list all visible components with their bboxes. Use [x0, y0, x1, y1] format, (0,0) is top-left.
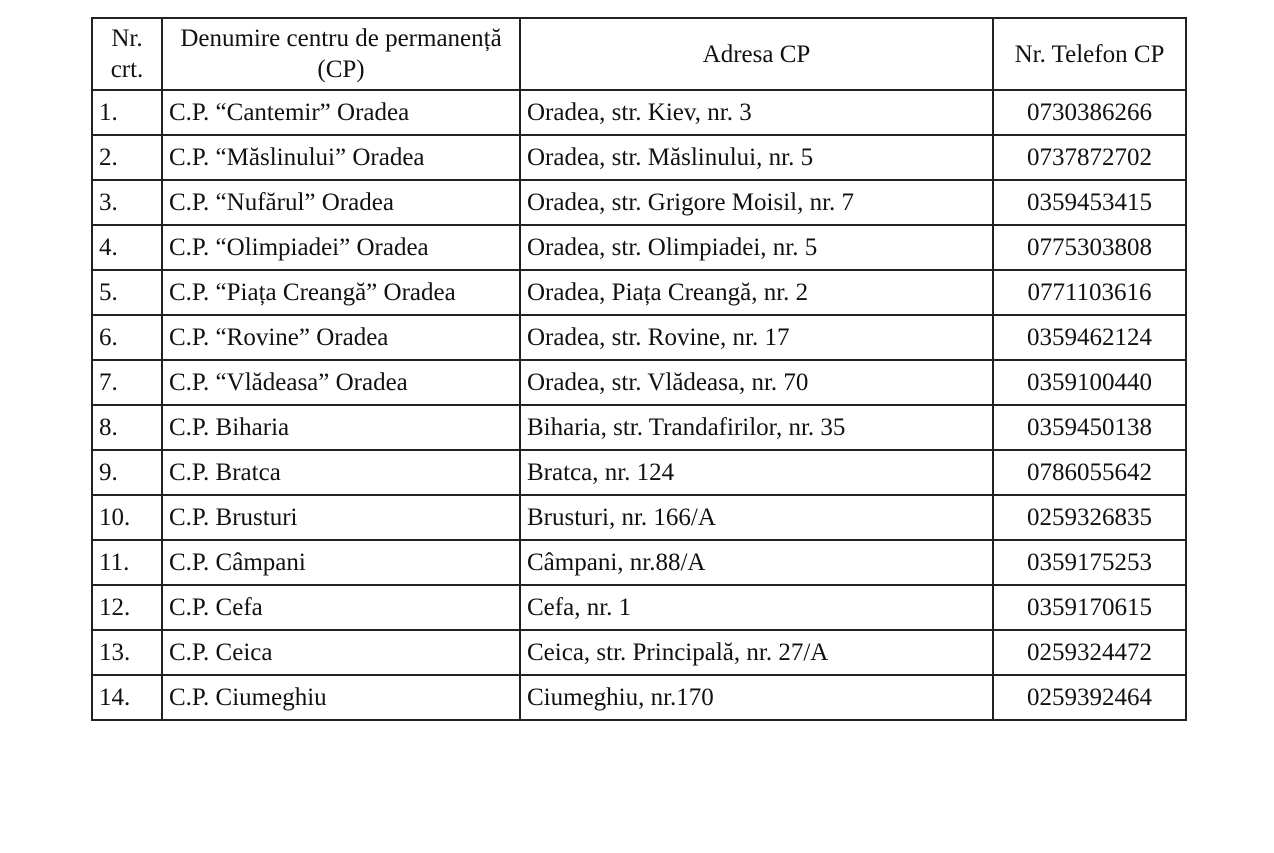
cell-name: C.P. Cefa — [162, 585, 520, 630]
cell-address: Cefa, nr. 1 — [520, 585, 993, 630]
cell-name: C.P. Biharia — [162, 405, 520, 450]
cell-phone: 0259324472 — [993, 630, 1186, 675]
cell-address: Oradea, Piața Creangă, nr. 2 — [520, 270, 993, 315]
cell-address: Biharia, str. Trandafirilor, nr. 35 — [520, 405, 993, 450]
table-header-row — [92, 18, 1186, 90]
cell-name: C.P. “Cantemir” Oradea — [162, 90, 520, 135]
cell-name: C.P. “Olimpiadei” Oradea — [162, 225, 520, 270]
table-row — [92, 270, 1186, 315]
cell-phone: 0775303808 — [993, 225, 1186, 270]
cell-address: Brusturi, nr. 166/A — [520, 495, 993, 540]
cell-name: C.P. “Rovine” Oradea — [162, 315, 520, 360]
cell-nr: 10. — [92, 495, 162, 540]
cell-nr: 11. — [92, 540, 162, 585]
cell-name: C.P. “Nufărul” Oradea — [162, 180, 520, 225]
cell-name: C.P. “Măslinului” Oradea — [162, 135, 520, 180]
cell-address: Câmpani, nr.88/A — [520, 540, 993, 585]
cell-address: Ciumeghiu, nr.170 — [520, 675, 993, 720]
cell-name: C.P. Ciumeghiu — [162, 675, 520, 720]
table-row — [92, 495, 1186, 540]
table-row — [92, 450, 1186, 495]
cell-phone: 0359170615 — [993, 585, 1186, 630]
table-row — [92, 360, 1186, 405]
cell-address: Oradea, str. Olimpiadei, nr. 5 — [520, 225, 993, 270]
cell-address: Oradea, str. Măslinului, nr. 5 — [520, 135, 993, 180]
cell-phone: 0259326835 — [993, 495, 1186, 540]
cell-nr: 7. — [92, 360, 162, 405]
cell-nr: 1. — [92, 90, 162, 135]
cell-address: Oradea, str. Kiev, nr. 3 — [520, 90, 993, 135]
table-row — [92, 540, 1186, 585]
cell-nr: 13. — [92, 630, 162, 675]
cell-phone: 0359450138 — [993, 405, 1186, 450]
table-row — [92, 180, 1186, 225]
cell-phone: 0359100440 — [993, 360, 1186, 405]
cell-nr: 5. — [92, 270, 162, 315]
cell-address: Oradea, str. Vlădeasa, nr. 70 — [520, 360, 993, 405]
table-row — [92, 90, 1186, 135]
cell-nr: 3. — [92, 180, 162, 225]
table-row — [92, 585, 1186, 630]
cell-phone: 0730386266 — [993, 90, 1186, 135]
table-row — [92, 315, 1186, 360]
cell-nr: 9. — [92, 450, 162, 495]
header-name: Denumire centru de permanență (CP) — [162, 18, 520, 90]
cell-nr: 6. — [92, 315, 162, 360]
cell-address: Ceica, str. Principală, nr. 27/A — [520, 630, 993, 675]
header-nr: Nr. crt. — [92, 18, 162, 90]
cell-address: Oradea, str. Grigore Moisil, nr. 7 — [520, 180, 993, 225]
cell-phone: 0359462124 — [993, 315, 1186, 360]
table-row — [92, 405, 1186, 450]
cell-nr: 2. — [92, 135, 162, 180]
cell-name: C.P. “Vlădeasa” Oradea — [162, 360, 520, 405]
header-address: Adresa CP — [520, 18, 993, 90]
table-row — [92, 630, 1186, 675]
cell-phone: 0771103616 — [993, 270, 1186, 315]
cell-phone: 0359453415 — [993, 180, 1186, 225]
cell-phone: 0737872702 — [993, 135, 1186, 180]
cell-name: C.P. Brusturi — [162, 495, 520, 540]
cell-name: C.P. Bratca — [162, 450, 520, 495]
cell-name: C.P. Ceica — [162, 630, 520, 675]
cell-name: C.P. “Piața Creangă” Oradea — [162, 270, 520, 315]
table-row — [92, 225, 1186, 270]
permanence-centers-table — [91, 17, 1187, 721]
cell-nr: 14. — [92, 675, 162, 720]
table-body — [92, 90, 1186, 720]
cell-phone: 0259392464 — [993, 675, 1186, 720]
cell-nr: 4. — [92, 225, 162, 270]
cell-nr: 12. — [92, 585, 162, 630]
header-phone: Nr. Telefon CP — [993, 18, 1186, 90]
cell-phone: 0786055642 — [993, 450, 1186, 495]
cell-phone: 0359175253 — [993, 540, 1186, 585]
table-row — [92, 675, 1186, 720]
cell-nr: 8. — [92, 405, 162, 450]
cell-address: Bratca, nr. 124 — [520, 450, 993, 495]
table-row — [92, 135, 1186, 180]
cell-name: C.P. Câmpani — [162, 540, 520, 585]
cell-address: Oradea, str. Rovine, nr. 17 — [520, 315, 993, 360]
